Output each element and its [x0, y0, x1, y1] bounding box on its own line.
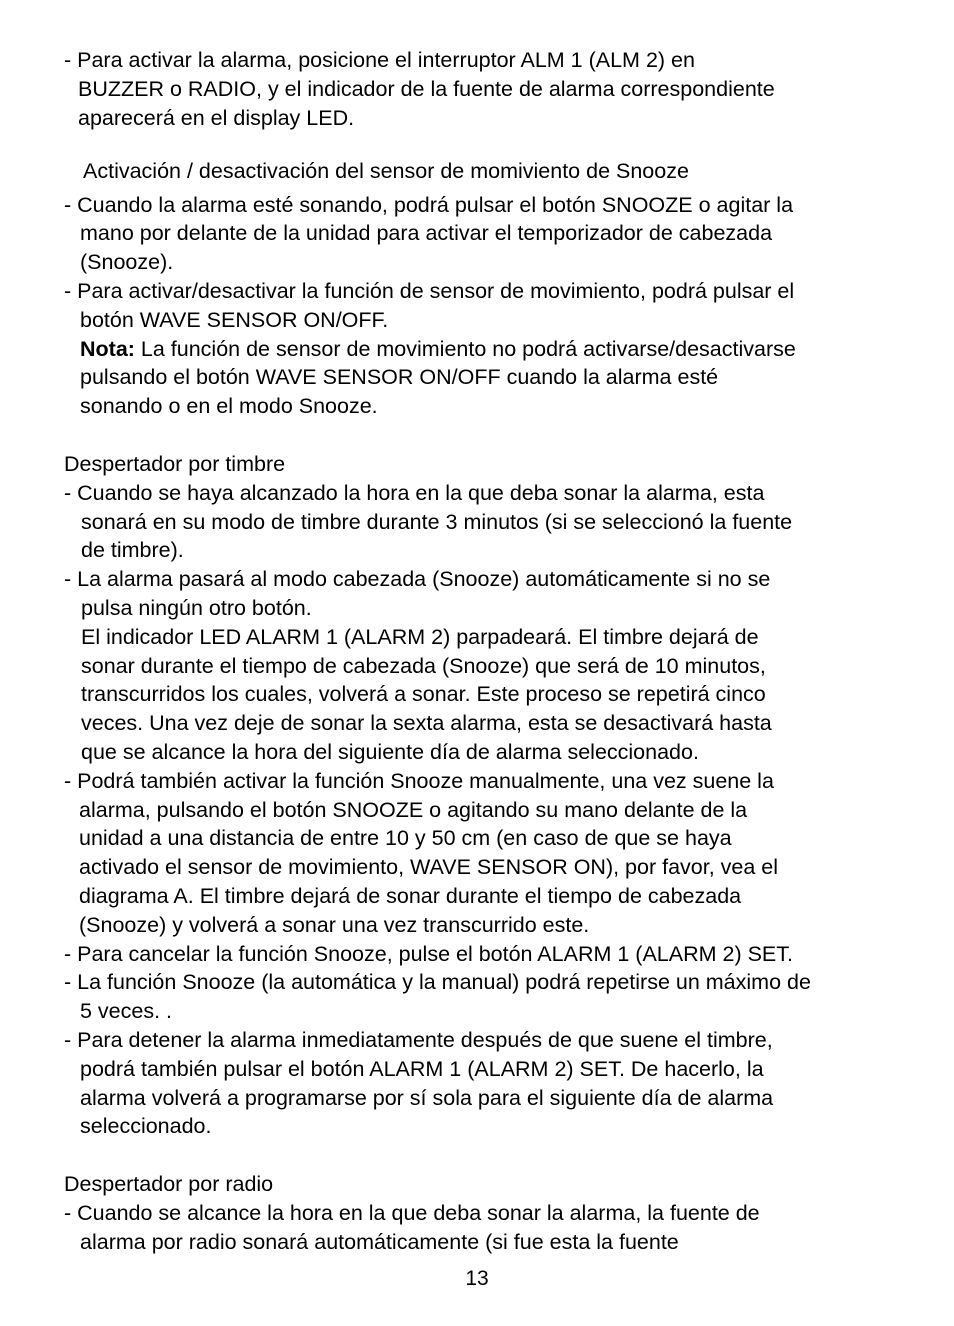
text-line: (Snooze) y volverá a sonar una vez transcurrido este.	[79, 913, 590, 937]
text-line: - Cuando la alarma esté sonando, podrá pulsar el botón SNOOZE o agitar la	[64, 193, 794, 217]
note-text: La función de sensor de movimiento no podrá activarse/desactivarse	[134, 337, 796, 361]
text-line: alarma, pulsando el botón SNOOZE o agitando su mano delante de la	[79, 798, 748, 822]
text-line: seleccionado.	[80, 1114, 212, 1138]
text-line: - Podrá también activar la función Snooze manualmente, una vez suene la	[64, 769, 774, 793]
text-line: - La alarma pasará al modo cabezada (Snooze) automáticamente si no se	[64, 567, 771, 591]
text-line: - Cuando se haya alcanzado la hora en la que deba sonar la alarma, esta	[64, 481, 765, 505]
section-heading: Despertador por timbre	[64, 452, 286, 476]
text-line: sonar durante el tiempo de cabezada (Snooze) que será de 10 minutos,	[81, 654, 766, 678]
text-line: podrá también pulsar el botón ALARM 1 (ALARM 2) SET. De hacerlo, la	[80, 1057, 764, 1081]
text-line: - Para activar la alarma, posicione el interruptor ALM 1 (ALM 2) en	[64, 48, 695, 72]
note-label: Nota:	[80, 337, 135, 361]
text-line: - Para cancelar la función Snooze, pulse el botón ALARM 1 (ALARM 2) SET.	[64, 942, 793, 966]
text-line: transcurridos los cuales, volverá a sonar. Este proceso se repetirá cinco	[81, 682, 766, 706]
text-line: unidad a una distancia de entre 10 y 50 cm (en caso de que se haya	[79, 826, 732, 850]
text-line: mano por delante de la unidad para activar el temporizador de cabezada	[80, 221, 773, 245]
text-line: activado el sensor de movimiento, WAVE SENSOR ON), por favor, vea el	[79, 855, 779, 879]
text-line: pulsa ningún otro botón.	[81, 596, 312, 620]
text-line: diagrama A. El timbre dejará de sonar durante el tiempo de cabezada	[79, 884, 742, 908]
page-number: 13	[465, 1267, 489, 1290]
text-line: alarma volverá a programarse por sí sola para el siguiente día de alarma	[80, 1086, 774, 1110]
text-line: BUZZER o RADIO, y el indicador de la fuente de alarma correspondiente	[78, 77, 775, 101]
text-line: pulsando el botón WAVE SENSOR ON/OFF cuando la alarma esté	[80, 365, 719, 389]
text-line: de timbre).	[81, 538, 184, 562]
text-line: - La función Snooze (la automática y la manual) podrá repetirse un máximo de	[64, 970, 811, 994]
text-line: - Para activar/desactivar la función de sensor de movimiento, podrá pulsar el	[64, 279, 795, 303]
text-line: El indicador LED ALARM 1 (ALARM 2) parpadeará. El timbre dejará de	[81, 625, 759, 649]
text-line: veces. Una vez deje de sonar la sexta alarma, esta se desactivará hasta	[81, 711, 772, 735]
text-line: botón WAVE SENSOR ON/OFF.	[80, 308, 389, 332]
text-line: - Para detener la alarma inmediatamente después de que suene el timbre,	[64, 1028, 773, 1052]
text-line: 5 veces. .	[80, 999, 173, 1023]
text-line: sonando o en el modo Snooze.	[80, 394, 378, 418]
text-line: alarma por radio sonará automáticamente (si fue esta la fuente	[80, 1230, 679, 1254]
text-line: (Snooze).	[80, 250, 174, 274]
text-line: - Cuando se alcance la hora en la que deba sonar la alarma, la fuente de	[64, 1201, 760, 1225]
text-line: aparecerá en el display LED.	[78, 106, 355, 130]
text-line: sonará en su modo de timbre durante 3 minutos (si se seleccionó la fuente	[81, 510, 793, 534]
section-heading: Activación / desactivación del sensor de momiviento de Snooze	[83, 159, 689, 183]
section-heading: Despertador por radio	[64, 1172, 274, 1196]
text-line: que se alcance la hora del siguiente día de alarma seleccionado.	[81, 740, 699, 764]
note-line	[80, 336, 796, 362]
